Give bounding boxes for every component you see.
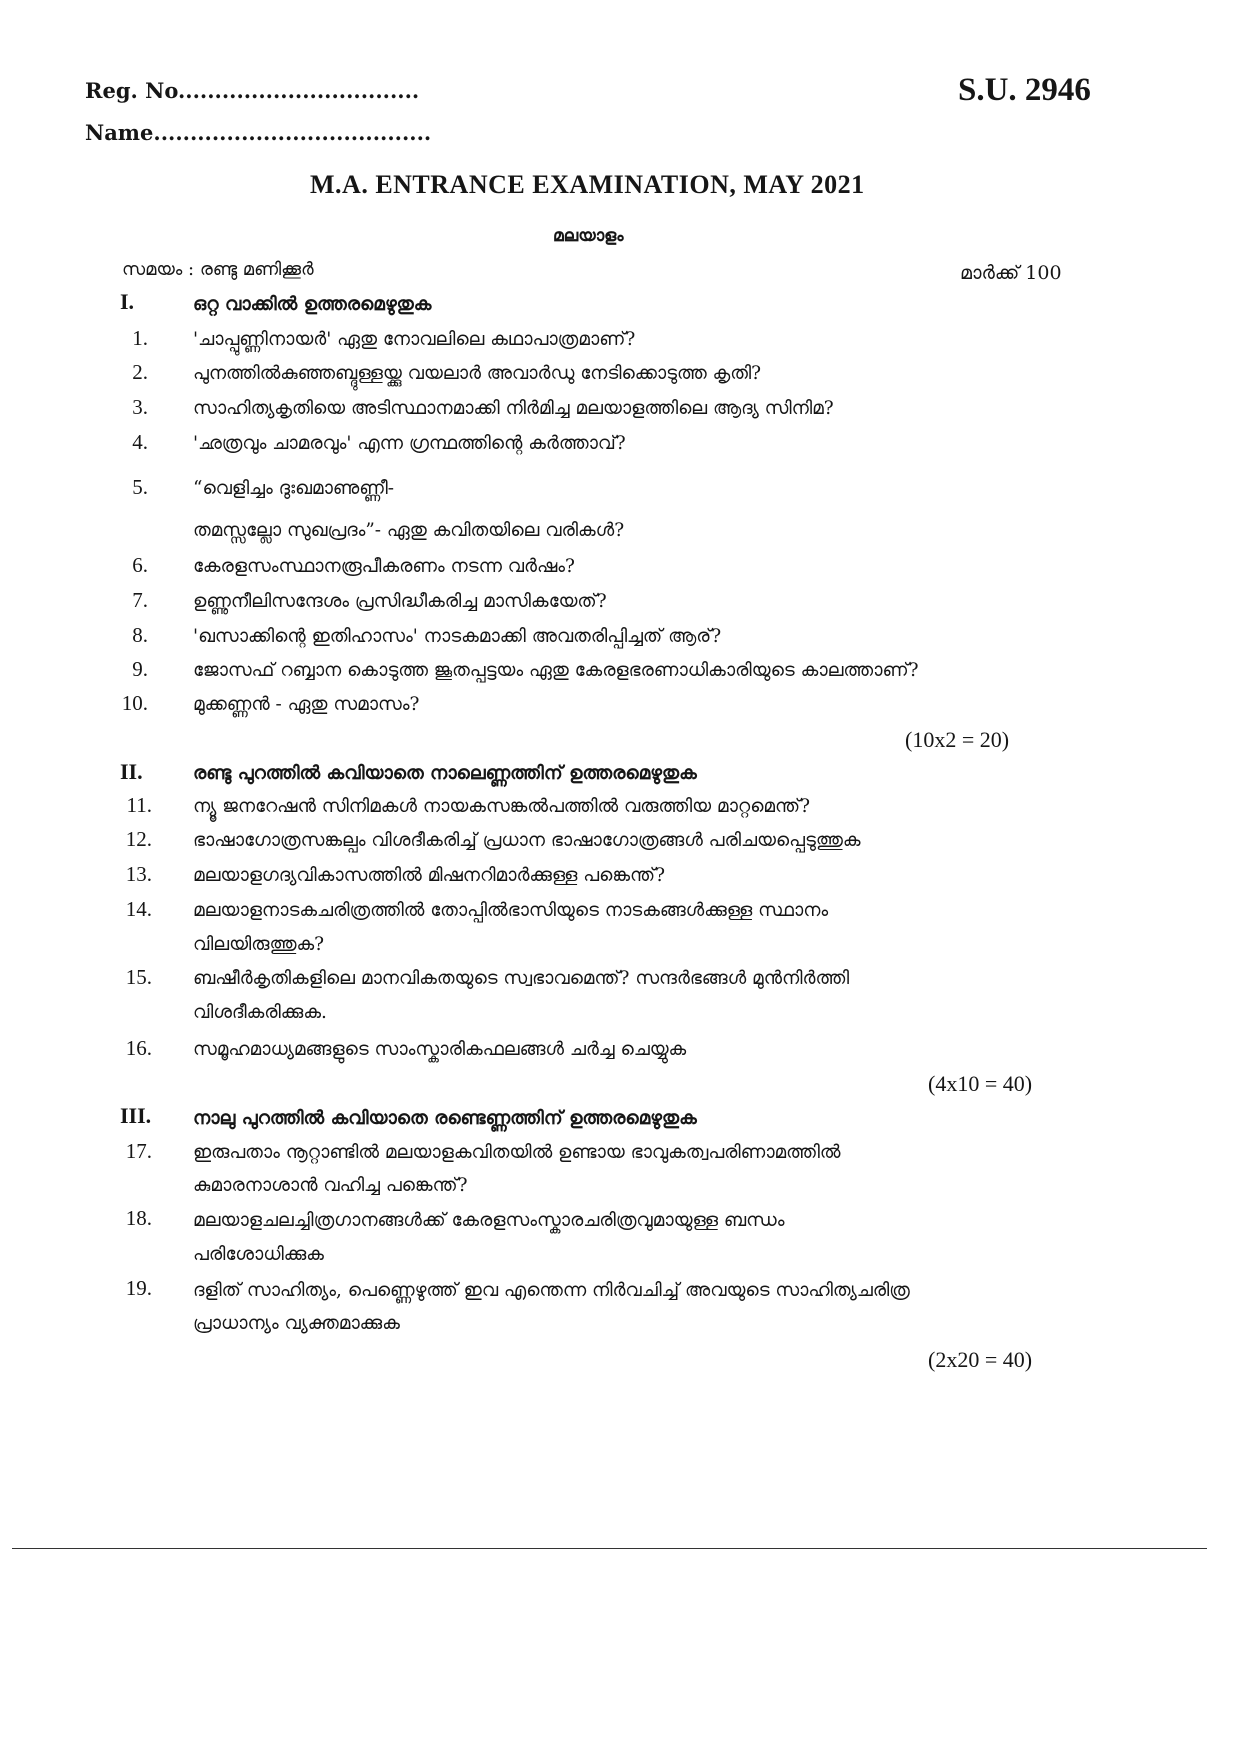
question-number: 17. (125, 1139, 152, 1163)
question-text: മലയാളഗദ്യവികാസത്തിൽ മിഷനറിമാർക്കുള്ള പങ്കെന്ത്? (193, 865, 666, 886)
question-text-continued: പ്രാധാന്യം വ്യക്തമാക്കുക (193, 1313, 400, 1334)
question-text: സാഹിത്യകൃതിയെ അടിസ്ഥാനമാക്കി നിർമിച്ച മലയാളത്തിലെ ആദ്യ സിനിമ? (193, 398, 834, 419)
question-number: 7. (132, 588, 148, 612)
question-number: 12. (125, 827, 152, 851)
question-text-continued: വിശദീകരിക്കുക. (193, 1002, 327, 1023)
question-number: 18. (125, 1206, 152, 1230)
name-field: Name...................................... (85, 120, 432, 145)
question-text: സമൂഹമാധ്യമങ്ങളുടെ സാംസ്കാരികഫലങ്ങൾ ചർച്ച ചെയ്യുക (193, 1039, 687, 1060)
question-text: കേരളസംസ്ഥാനരൂപീകരണം നടന്ന വർഷം? (193, 556, 575, 577)
subject-heading: മലയാളം (553, 226, 624, 246)
question-text-continued: പരിശോധിക്കുക (193, 1244, 324, 1265)
question-number: 4. (132, 430, 148, 454)
question-number: 3. (132, 395, 148, 419)
section-score: (2x20 = 40) (928, 1347, 1033, 1372)
section-title: നാലു പുറത്തിൽ കവിയാതെ രണ്ടെണ്ണത്തിന് ഉത്തരമെഴുതുക (193, 1108, 697, 1129)
question-number: 13. (125, 862, 152, 886)
exam-title: M.A. ENTRANCE EXAMINATION, MAY 2021 (310, 170, 865, 199)
reg-no-field: Reg. No................................. (85, 78, 420, 103)
question-text: ബഷീർകൃതികളിലെ മാനവികതയുടെ സ്വഭാവമെന്ത്? സന്ദർഭങ്ങൾ മുൻനിർത്തി (193, 968, 850, 989)
section-numeral: II. (120, 759, 143, 784)
section-title: രണ്ടു പുറത്തിൽ കവിയാതെ നാലെണ്ണത്തിന് ഉത്തരമെഴുതുക (193, 763, 697, 784)
question-number: 11. (126, 793, 152, 817)
question-text: മലയാളചലച്ചിത്രഗാനങ്ങൾക്ക് കേരളസംസ്കാരചരിത്രവുമായുള്ള ബന്ധം (193, 1210, 785, 1231)
question-number: 2. (132, 360, 148, 384)
question-text: ജോസഫ് റബ്ബാന കൊടുത്ത ജൂതപ്പട്ടയം ഏതു കേരളഭരണാധികാരിയുടെ കാലത്താണ്? (193, 660, 919, 681)
question-number: 15. (125, 965, 152, 989)
section-title: ഒറ്റ വാക്കിൽ ഉത്തരമെഴുതുക (193, 294, 432, 315)
question-number: 16. (125, 1036, 152, 1060)
question-text-continued: തമസ്സല്ലോ സുഖപ്രദം”- ഏതു കവിതയിലെ വരികൾ? (193, 520, 625, 541)
question-text-continued: കുമാരനാശാൻ വഹിച്ച പങ്കെന്ത്? (193, 1175, 468, 1196)
question-text: ഭാഷാഗോത്രസങ്കല്പം വിശദീകരിച്ച് പ്രധാന ഭാഷാഗോത്രങ്ങൾ പരിചയപ്പെടുത്തുക (193, 830, 861, 851)
question-text: ദളിത് സാഹിത്യം, പെണ്ണെഴുത്ത് ഇവ എന്തെന്ന നിർവചിച്ച് അവയുടെ സാഹിത്യചരിത്ര (193, 1280, 910, 1301)
paper-code: S.U. 2946 (958, 72, 1091, 108)
question-text-continued: വിലയിരുത്തുക? (193, 934, 325, 955)
question-number: 9. (132, 657, 148, 681)
bottom-divider (12, 1548, 1207, 1549)
time-allowed: സമയം : രണ്ടു മണിക്കൂർ (122, 259, 314, 280)
question-number: 1. (132, 326, 148, 350)
question-text: “വെളിച്ചം ദുഃഖമാണുണ്ണീ- (193, 478, 395, 499)
question-text: മുക്കണ്ണൻ - ഏതു സമാസം? (193, 694, 420, 715)
question-text: ന്യൂ ജനറേഷൻ സിനിമകൾ നായകസങ്കൽപത്തിൽ വരുത്തിയ മാറ്റമെന്ത്? (193, 796, 811, 817)
question-text: 'ഖസാക്കിന്റെ ഇതിഹാസം' നാടകമാക്കി അവതരിപ്പിച്ചത് ആര്? (193, 626, 722, 647)
section-score: (10x2 = 20) (905, 727, 1010, 752)
section-score: (4x10 = 40) (928, 1071, 1033, 1096)
question-number: 5. (132, 475, 148, 499)
section-numeral: I. (120, 289, 135, 314)
total-marks: മാർക്ക് 100 (960, 262, 1062, 284)
question-text: ഉണ്ണുനീലിസന്ദേശം പ്രസിദ്ധീകരിച്ച മാസികയേത്? (193, 591, 607, 612)
question-text: ഇരുപതാം നൂറ്റാണ്ടിൽ മലയാളകവിതയിൽ ഉണ്ടായ ഭാവുകത്വപരിണാമത്തിൽ (193, 1142, 841, 1163)
question-text: മലയാളനാടകചരിത്രത്തിൽ തോപ്പിൽഭാസിയുടെ നാടകങ്ങൾക്കുള്ള സ്ഥാനം (193, 900, 829, 921)
question-number: 8. (132, 623, 148, 647)
question-text: 'ചാപ്പുണ്ണിനായർ' ഏതു നോവലിലെ കഥാപാത്രമാണ്? (193, 329, 636, 350)
question-number: 19. (125, 1276, 152, 1300)
section-numeral: III. (120, 1103, 152, 1128)
question-number: 6. (132, 553, 148, 577)
question-text: 'ഛത്രവും ചാമരവും' എന്ന ഗ്രന്ഥത്തിന്റെ കർത്താവ്? (193, 433, 626, 454)
question-number: 14. (125, 897, 152, 921)
question-number: 10. (121, 691, 148, 715)
question-text: പുനത്തിൽകുഞ്ഞബ്ദുള്ളയ്ക്കു വയലാർ അവാർഡു നേടിക്കൊടുത്ത കൃതി? (193, 363, 762, 384)
